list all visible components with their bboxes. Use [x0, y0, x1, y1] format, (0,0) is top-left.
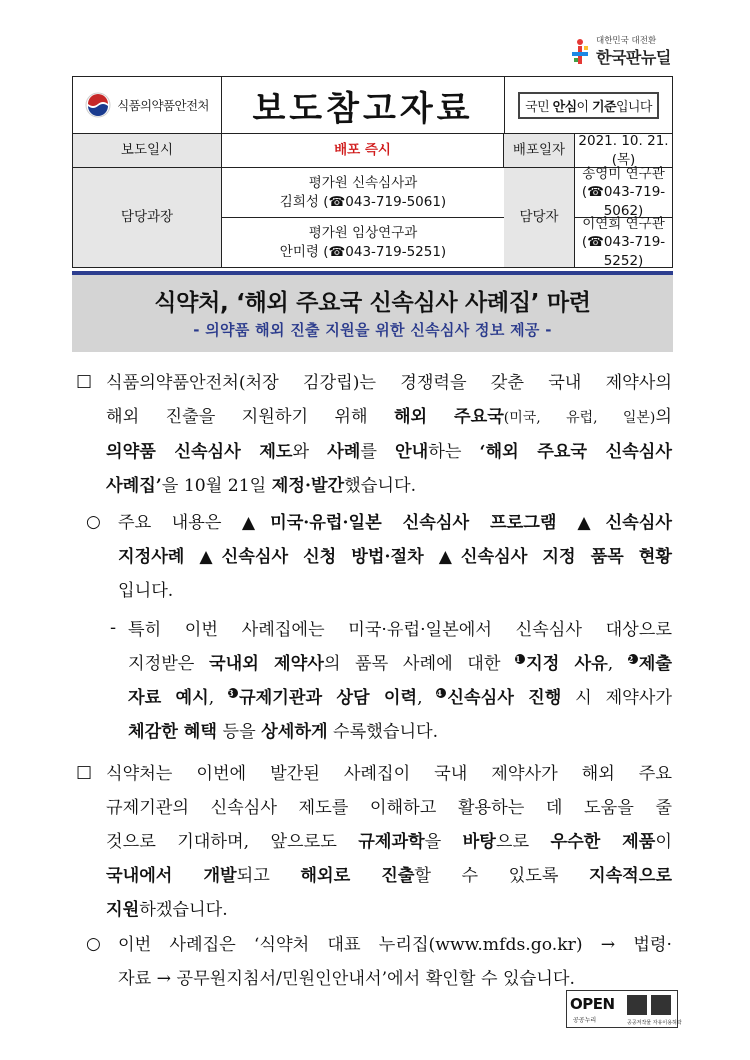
text: 을 10월 21일	[161, 476, 272, 496]
bold-text: 체감한 혜택	[128, 722, 217, 742]
bold-text: 사례	[327, 442, 361, 462]
text-line: 규제기관의 신속심사 제도를 이해하고 활용하는 데 도움을 줄	[106, 798, 672, 818]
text-line	[106, 469, 672, 503]
headline-title: 식약처, ‘해외 주요국 신속심사 사례집’ 마련	[154, 290, 591, 316]
dept-name: 평가원 임상연구과	[308, 225, 418, 242]
paragraph-1	[106, 366, 672, 503]
text: 의 품목 사례에 대한	[323, 654, 516, 674]
text-line	[118, 506, 672, 540]
text: 등을	[217, 722, 262, 742]
text: 했습니다.	[344, 476, 417, 496]
bold-text: 우수한 제품	[550, 832, 656, 852]
bold-text: 지속적으로	[588, 866, 672, 886]
headline-subtitle: - 의약품 해외 진출 지원을 위한 신속심사 정보 제공 -	[193, 321, 552, 339]
agency-name: 식품의약품안전처	[117, 98, 209, 113]
slogan-bold: 안심	[552, 99, 577, 115]
text: 해외 진출을 지원하기 위해	[106, 407, 394, 427]
slogan-text: 이	[576, 99, 593, 115]
bold-text: ‘해외 주요국 신속심사	[479, 442, 672, 462]
text-line: 지정사례 ▲신속심사 신청 방법·절차 ▲신속심사 지정 품목 현황	[118, 547, 672, 567]
press-header-table	[72, 76, 673, 268]
slogan-bold: 기준	[592, 99, 616, 115]
text: (미국, 유럽, 일본)	[503, 410, 656, 426]
text: 할 수 있도록	[414, 866, 589, 886]
brand-big-text: 한국판뉴딜	[596, 48, 671, 67]
text-line	[106, 400, 672, 435]
commercial-use-icon	[651, 995, 671, 1015]
text: 을	[424, 832, 463, 852]
release-label: 보도일시	[73, 134, 222, 167]
bold-text: 규제과학	[358, 832, 425, 852]
text: 것으로 기대하며, 앞으로도	[106, 832, 359, 852]
person-name: 이연희 연구관	[582, 216, 665, 233]
bold-text: 지정 사유	[526, 654, 608, 674]
paragraph-3	[128, 613, 672, 749]
dept-phone: 안미령 (☎043-719-5251)	[279, 243, 447, 260]
slogan-text: 국민	[525, 99, 553, 115]
person-name: 송영미 연구관	[582, 166, 665, 183]
text: 되고	[236, 866, 301, 886]
text: 하겠습니다.	[139, 900, 228, 920]
open-license-badge	[566, 990, 682, 1028]
dist-date-label: 배포일자	[504, 134, 575, 167]
slogan-box	[518, 92, 659, 119]
text: 으로	[495, 832, 551, 852]
dash-bullet: -	[110, 618, 117, 638]
agency-cell	[73, 77, 222, 133]
text: ,	[417, 688, 437, 708]
text-line: 이번 사례집은 ‘식약처 대표 누리집(www.mfds.go.kr) → 법령·	[118, 935, 672, 955]
text-line	[106, 825, 672, 859]
bold-text: 상세하게	[261, 722, 328, 742]
open-label: OPEN	[570, 995, 615, 1013]
release-row	[73, 134, 672, 168]
text: 를	[360, 442, 396, 462]
text-line	[128, 647, 672, 681]
text: 주요 내용은	[118, 513, 242, 533]
text-line	[106, 859, 672, 893]
dist-date-value: 2021. 10. 21.(목)	[578, 133, 669, 168]
text: ,	[208, 688, 229, 708]
number-badge: 1	[515, 654, 525, 664]
person-label: 담당자	[504, 168, 575, 267]
bold-text: 제출	[638, 654, 672, 674]
paragraph-4	[106, 757, 672, 927]
dept-phone: 김희성 (☎043-719-5061)	[279, 193, 447, 210]
dept-contact-1	[222, 168, 505, 218]
attribution-icon	[627, 995, 647, 1015]
bold-text: 안내	[395, 442, 429, 462]
bold-text: 국내외 제약사	[209, 654, 324, 674]
bold-text: 바탕	[462, 832, 496, 852]
dept-contact-2	[222, 218, 505, 267]
bold-text: 해외 주요국	[393, 407, 504, 427]
text: 이	[655, 832, 672, 852]
bold-text: ▲미국·유럽·일본 신속심사 프로그램 ▲신속심사	[241, 513, 672, 533]
license-caption-2: 공공저작물 자유이용허락	[627, 1020, 682, 1026]
text: 시 제약사가	[561, 688, 672, 708]
square-bullet: □	[76, 371, 93, 391]
person-phone: (☎043-719-5252)	[581, 234, 666, 269]
bold-text: 규제기관과 상담 이력	[239, 688, 418, 708]
bold-text: 지원	[106, 900, 140, 920]
text: 의	[655, 407, 672, 427]
new-deal-icon	[570, 38, 594, 66]
text-line: 입니다.	[118, 581, 174, 601]
text-line: 식품의약품안전처(처장 김강립)는 경쟁력을 갖춘 국내 제약사의	[106, 373, 672, 393]
government-emblem-icon	[85, 92, 111, 118]
dept-name: 평가원 신속심사과	[308, 175, 418, 192]
document-type-title: 보도참고자료	[222, 77, 505, 133]
text-line	[128, 715, 672, 749]
slogan-cell	[505, 77, 672, 133]
circle-bullet: ○	[86, 934, 101, 954]
person-contact-1	[575, 168, 672, 218]
text: 와	[292, 442, 328, 462]
text: ,	[607, 654, 628, 674]
person-phone: (☎043-719-5062)	[581, 184, 666, 219]
paragraph-5	[118, 928, 672, 996]
circle-bullet: ○	[86, 512, 101, 532]
person-contact-2	[575, 218, 672, 267]
bold-text: 자료 예시	[128, 688, 209, 708]
headline-box	[72, 275, 673, 352]
number-badge: 2	[628, 654, 638, 664]
text: 지정받은	[128, 654, 210, 674]
paragraph-2	[118, 506, 672, 608]
bold-text: 국내에서 개발	[106, 866, 237, 886]
release-value: 배포 즉시	[222, 134, 504, 167]
bold-text: 해외로 진출	[300, 866, 415, 886]
text: 하는	[428, 442, 480, 462]
square-bullet: □	[76, 762, 93, 782]
text-line: 식약처는 이번에 발간된 사례집이 국내 제약사가 해외 주요	[106, 764, 672, 784]
dept-head-label: 담당과장	[73, 168, 222, 267]
brand-small-text: 대한민국 대전환	[596, 36, 657, 46]
korean-new-deal-logo	[570, 34, 680, 70]
number-badge: 3	[228, 688, 238, 698]
text-line: 자료 → 공무원지침서/민원인안내서’에서 확인할 수 있습니다.	[118, 969, 575, 989]
text-line: 특히 이번 사례집에는 미국·유럽·일본에서 신속심사 대상으로	[128, 620, 672, 640]
text-line	[106, 893, 672, 927]
bold-text: 신속심사 진행	[447, 688, 562, 708]
license-caption: 공공누리	[573, 1017, 597, 1024]
contact-rows	[73, 168, 672, 267]
bold-text: 사례집’	[106, 476, 162, 496]
slogan-text: 입니다	[615, 99, 652, 115]
bold-text: 의약품 신속심사 제도	[106, 442, 293, 462]
bold-text: 제정·발간	[271, 476, 345, 496]
header-title-row	[73, 77, 672, 134]
text-line	[128, 681, 672, 715]
text-line	[106, 435, 672, 469]
number-badge: 4	[436, 688, 446, 698]
text: 수록했습니다.	[327, 722, 439, 742]
